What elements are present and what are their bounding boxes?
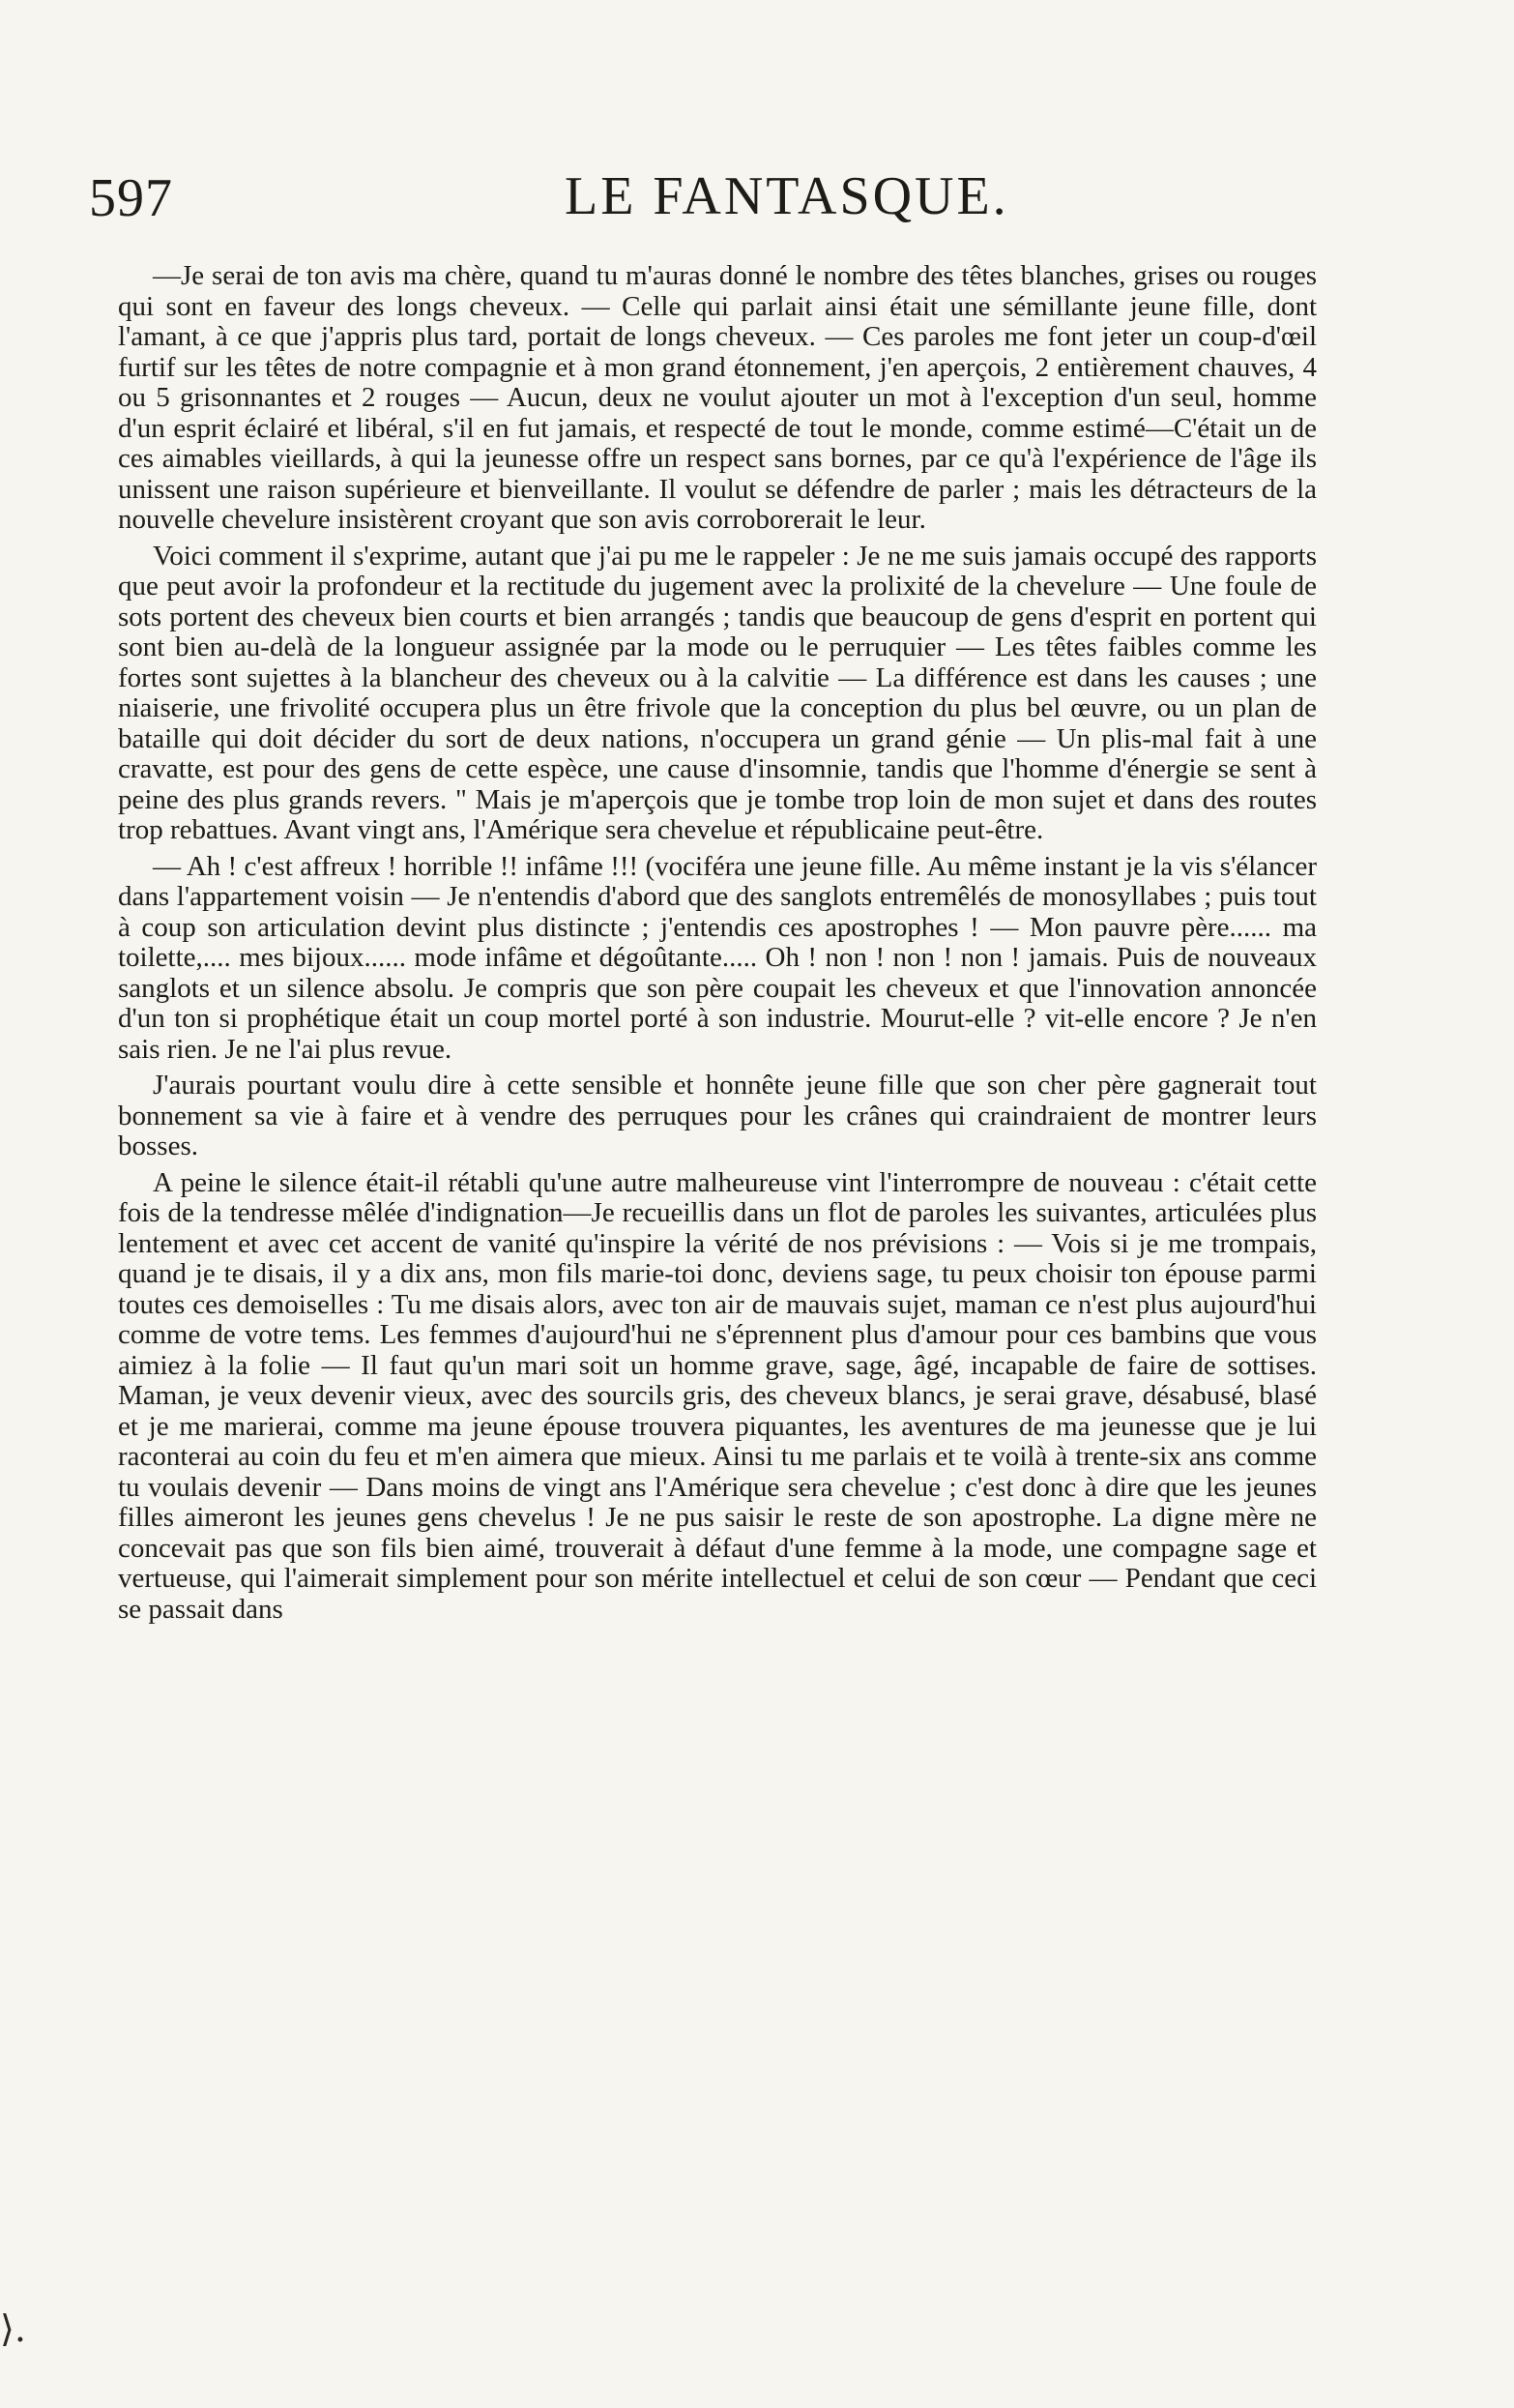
body-text [118, 261, 1317, 1630]
margin-mark: ⟩. [0, 2307, 26, 2350]
paragraph-4: J'aurais pourtant voulu dire à cette sensible et honnête jeune fille que son cher père gagnerait tout bonnement sa vie à faire et à vendre des perruques pour les crânes qui craindraient de montrer leurs bosses. [118, 1070, 1317, 1161]
paragraph-2: Voici comment il s'exprime, autant que j'ai pu me le rappeler : Je ne me suis jamais occupé des rapports que peut avoir la profondeur et la rectitude du jugement avec la prolixité de la chevelure — Une foule de sots portent des cheveux bien courts et bien arrangés ; tandis que beaucoup de gens d'esprit en portent qui sont bien au-delà de la longueur assignée par la mode ou le perruquier — Les têtes faibles comme les fortes sont sujettes à la blancheur des cheveux ou à la calvitie — La différence est dans les causes ; une niaiserie, une frivolité occupera plus un être frivole que la conception du plus bel œuvre, ou un plan de bataille qui doit décider du sort de deux nations, n'occupera un grand génie — Un plis-mal fait à une cravatte, est pour des gens de cette espèce, une cause d'insomnie, tandis que l'homme d'énergie se sent à peine des plus grands revers. " Mais je m'aperçois que je tombe trop loin de mon sujet et dans des routes trop rebattues. Avant vingt ans, l'Amérique sera chevelue et républicaine peut-être. [118, 540, 1317, 845]
paragraph-5: A peine le silence était-il rétabli qu'une autre malheureuse vint l'interrompre de nouveau : c'était cette fois de la tendresse mêlée d'indignation—Je recueillis dans un flot de paroles les suivantes, articulées plus lentement et avec cet accent de vanité qu'inspire la vérité de nos prévisions : — Vois si je me trompais, quand je te disais, il y a dix ans, mon fils marie-toi donc, deviens sage, tu peux choisir ton épouse parmi toutes ces demoiselles : Tu me disais alors, avec ton air de mauvais sujet, maman ce n'est plus aujourd'hui comme de votre tems. Les femmes d'aujourd'hui ne s'éprennent plus d'amour pour ces bambins que vous aimiez à la folie — Il faut qu'un mari soit un homme grave, sage, âgé, incapable de faire de sottises. Maman, je veux devenir vieux, avec des sourcils gris, des cheveux blancs, je serai grave, désabusé, blasé et je me marierai, comme ma jeune épouse trouvera piquantes, les aventures de ma jeunesse que je lui raconterai au coin du feu et m'en aimera que mieux. Ainsi tu me parlais et te voilà à trente-six ans comme tu voulais devenir — Dans moins de vingt ans l'Amérique sera chevelue ; c'est donc à dire que les jeunes filles aimeront les jeunes gens chevelus ! Je ne pus saisir le reste de son apostrophe. La digne mère ne concevait pas que son fils bien aimé, trouverait à défaut d'une femme à la mode, une compagne sage et vertueuse, qui l'aimerait simplement pour son mérite intellectuel et celui de son cœur — Pendant que ceci se passait dans [118, 1166, 1317, 1625]
paragraph-3: — Ah ! c'est affreux ! horrible !! infâme !!! (vociféra une jeune fille. Au même instant je la vis s'élancer dans l'appartement voisin — Je n'entendis d'abord que des sanglots entremêlés de monosyllabes ; puis tout à coup son articulation devint plus distincte ; j'entendis ces apostrophes ! — Mon pauvre père...... ma toilette,.... mes bijoux...... mode infâme et dégoûtante..... Oh ! non ! non ! non ! jamais. Puis de nouveaux sanglots et un silence absolu. Je compris que son père coupait les cheveux et que l'innovation annoncée d'un ton si prophétique était un coup mortel porté à son industrie. Mourut-elle ? vit-elle encore ? Je n'en sais rien. Je ne l'ai plus revue. [118, 850, 1317, 1065]
running-title: LE FANTASQUE. [565, 166, 1009, 226]
paragraph-1: —Je serai de ton avis ma chère, quand tu m'auras donné le nombre des têtes blanches, grises ou rouges qui sont en faveur des longs cheveux. — Celle qui parlait ainsi était une sémillante jeune fille, dont l'amant, à ce que j'appris plus tard, portait de longs cheveux. — Ces paroles me font jeter un coup-d'œil furtif sur les têtes de notre compagnie et à mon grand étonnement, j'en aperçois, 2 entièrement chauves, 4 ou 5 grisonnantes et 2 rouges — Aucun, deux ne voulut ajouter un mot à l'exception d'un seul, homme d'un esprit éclairé et libéral, s'il en fut jamais, et respecté de tout le monde, comme estimé—C'était un de ces aimables vieillards, à qui la jeunesse offre un respect sans bornes, par ce qu'à l'expérience de l'âge ils unissent une raison supérieure et bienveillante. Il voulut se défendre de parler ; mais les détracteurs de la nouvelle chevelure insistèrent croyant que son avis corroborerait le leur. [118, 260, 1317, 535]
page-number: 597 [89, 168, 173, 228]
page-header [89, 162, 1336, 240]
